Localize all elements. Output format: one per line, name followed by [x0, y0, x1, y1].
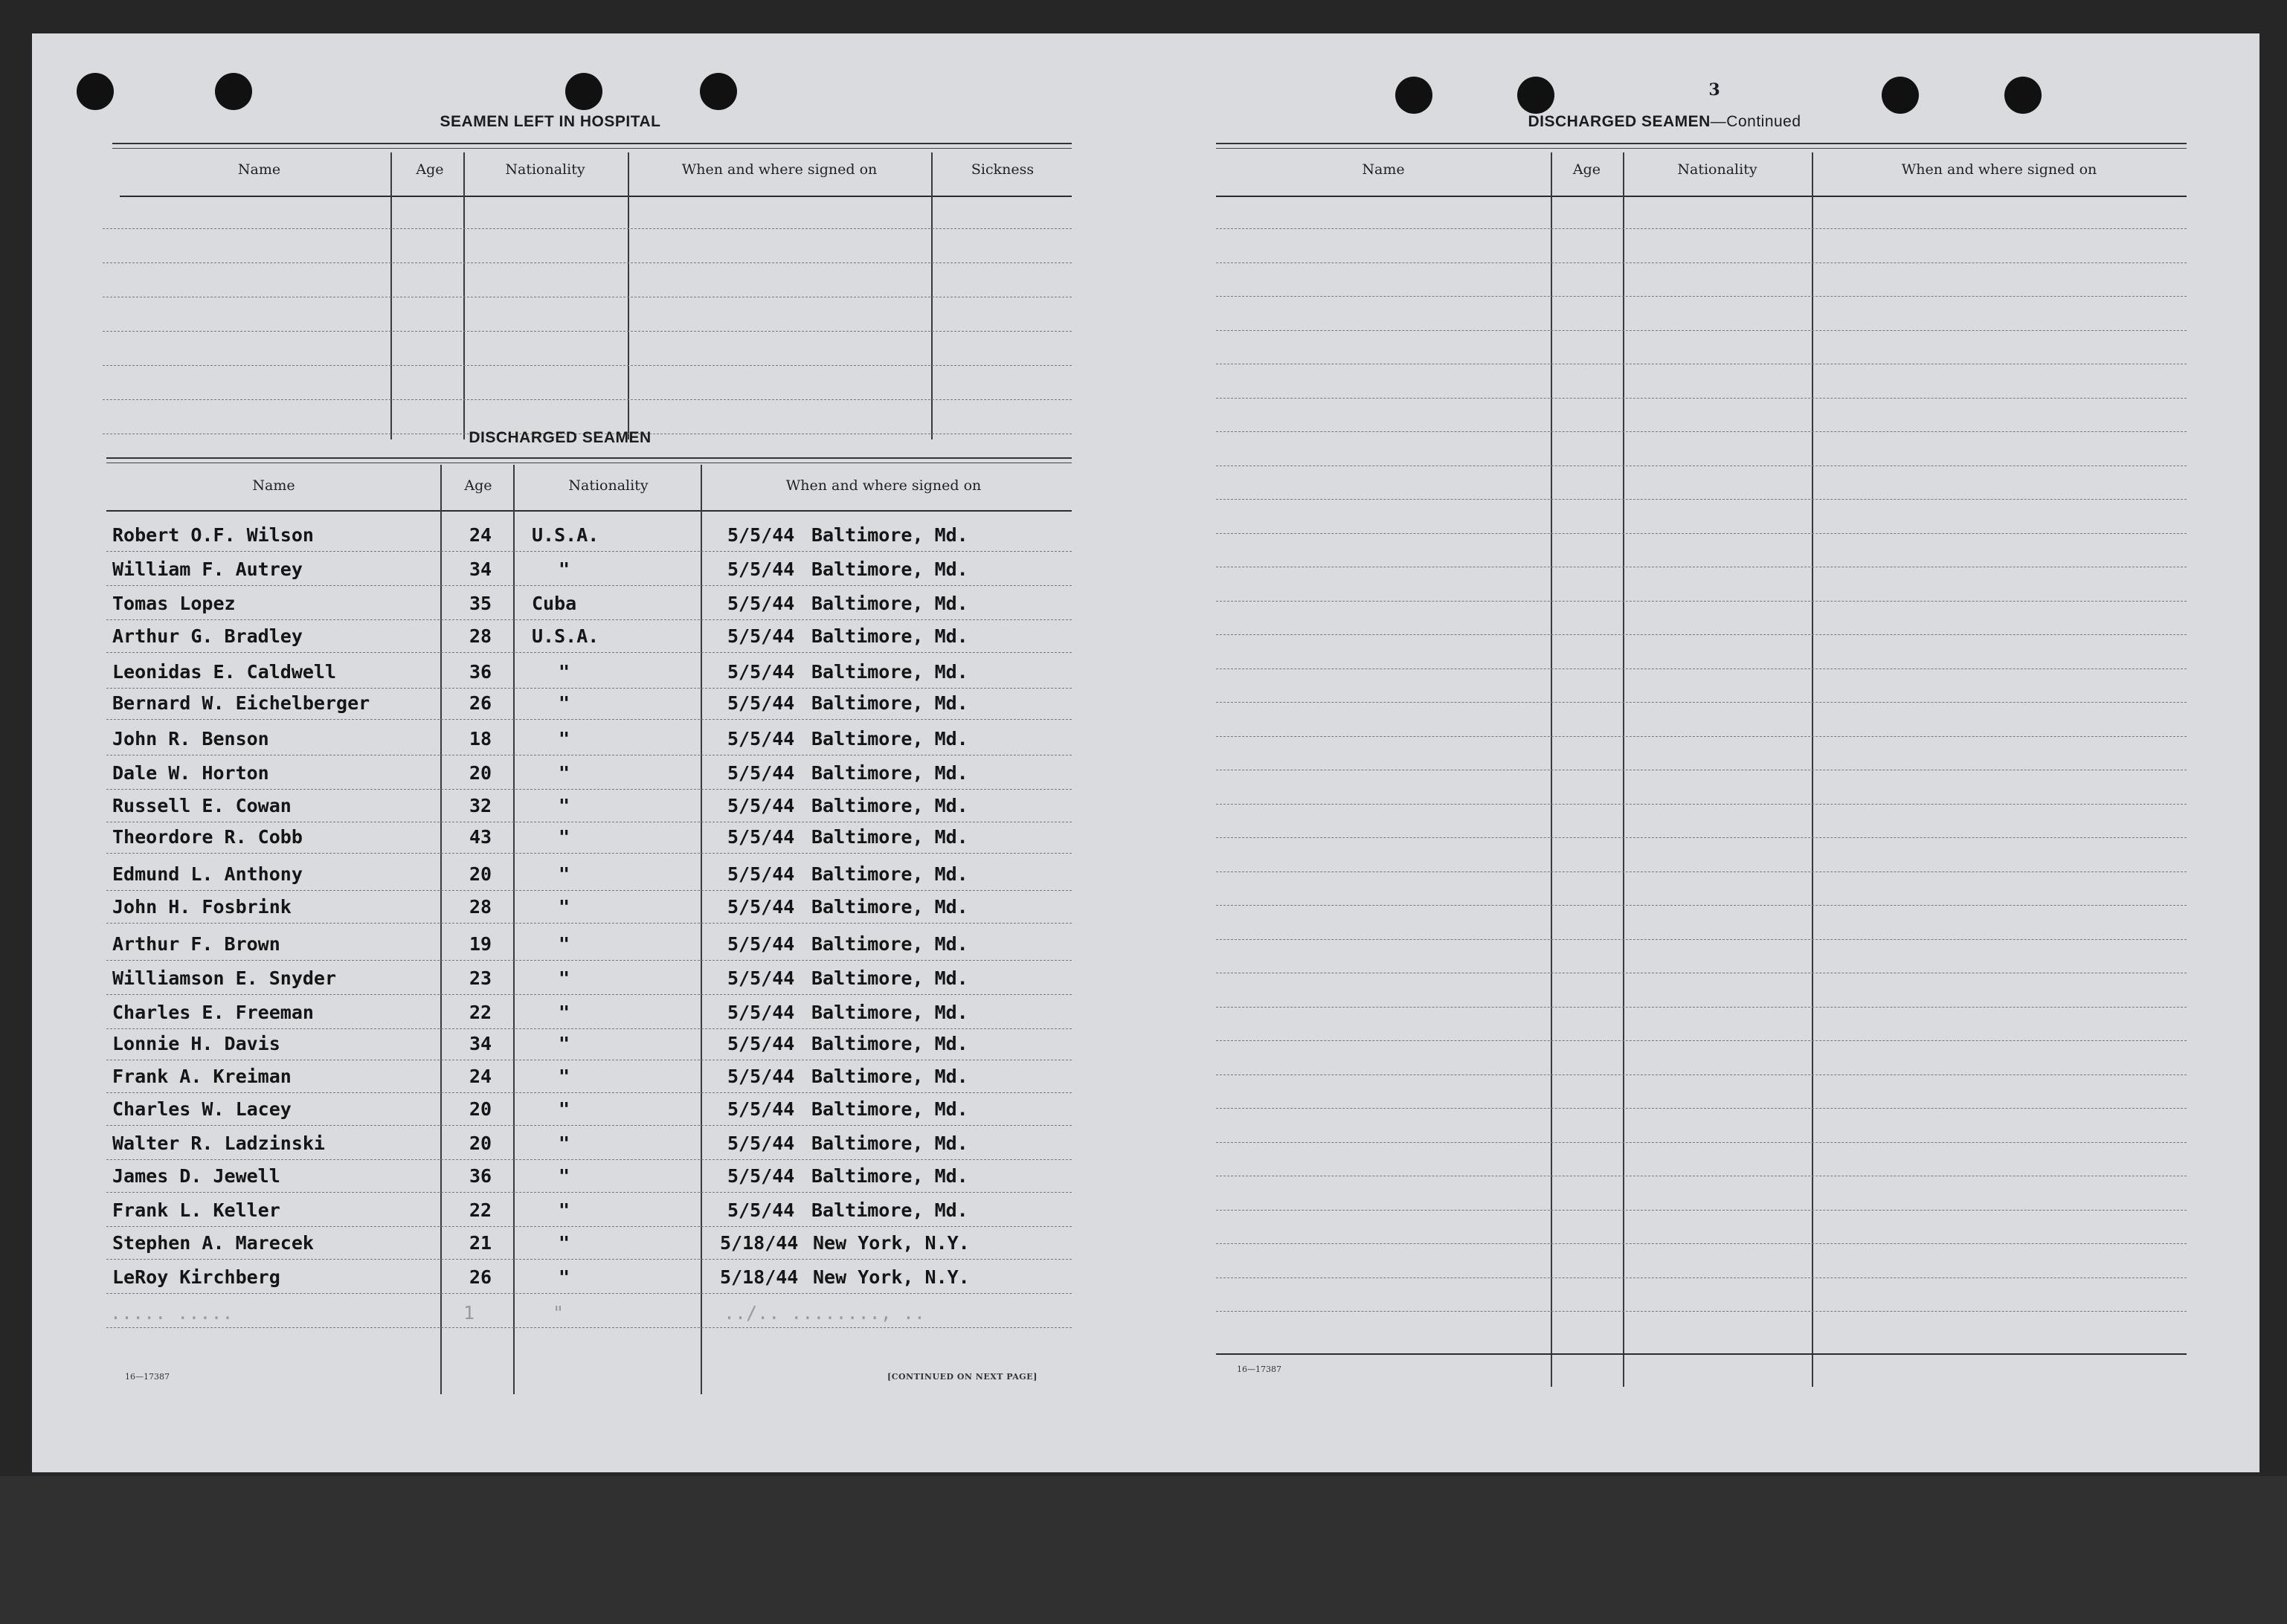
seaman-age: 26 — [469, 1266, 492, 1288]
seaman-name: Lonnie H. Davis — [112, 1033, 280, 1054]
hospital-col-divider — [463, 152, 465, 439]
seaman-name: Stephen A. Marecek — [112, 1232, 314, 1254]
hospital-header-underline — [120, 196, 1072, 197]
signed-on-place: Baltimore, Md. — [811, 692, 968, 714]
signed-on-date: 5/5/44 — [727, 593, 795, 614]
hospital-row-line — [103, 365, 1072, 366]
signed-on-place: Baltimore, Md. — [811, 661, 968, 683]
signed-on-date: 5/5/44 — [727, 967, 795, 989]
discharged-col-divider — [513, 465, 515, 1394]
right-row-line — [1216, 634, 2187, 635]
seaman-name: Williamson E. Snyder — [112, 967, 337, 989]
discharged-row-line — [106, 585, 1072, 586]
hospital-header-signed-on: When and where signed on — [681, 161, 878, 178]
discharged-row-line — [106, 688, 1072, 689]
right-header-signed-on: When and where signed on — [1901, 161, 2097, 178]
signed-on-place: Baltimore, Md. — [811, 896, 968, 918]
signed-on-place: Baltimore, Md. — [811, 795, 968, 816]
erased-entry: " — [553, 1302, 564, 1324]
signed-on-date: 5/5/44 — [727, 1132, 795, 1154]
discharged-row-line — [106, 719, 1072, 720]
discharged-header-rule — [106, 457, 1072, 463]
signed-on-date: 5/5/44 — [727, 661, 795, 683]
seaman-nationality: " — [559, 1232, 570, 1254]
continued-note: [CONTINUED ON NEXT PAGE] — [887, 1372, 1038, 1382]
seaman-nationality: " — [559, 728, 570, 750]
signed-on-date: 5/5/44 — [727, 1033, 795, 1054]
seaman-age: 28 — [469, 625, 492, 647]
seaman-nationality: U.S.A. — [532, 524, 599, 546]
seaman-name: Bernard W. Eichelberger — [112, 692, 370, 714]
discharged-section-title: DISCHARGED SEAMEN — [469, 429, 652, 446]
right-header-rule — [1216, 143, 2187, 149]
signed-on-date: 5/5/44 — [727, 558, 795, 580]
seaman-nationality: " — [559, 1098, 570, 1120]
punch-hole — [1517, 77, 1554, 114]
right-header-age: Age — [1572, 161, 1601, 178]
right-row-line — [1216, 1074, 2187, 1075]
hospital-header-age: Age — [416, 161, 444, 178]
signed-on-date: 5/5/44 — [727, 863, 795, 885]
right-bottom-rule — [1216, 1353, 2187, 1355]
page-number: 3 — [1708, 80, 1720, 100]
punch-hole — [2004, 77, 2042, 114]
seaman-name: John R. Benson — [112, 728, 269, 750]
discharged-row-line — [106, 551, 1072, 552]
hospital-col-divider — [390, 152, 392, 439]
erased-entry: ..... ..... — [110, 1302, 234, 1324]
signed-on-date: 5/5/44 — [727, 625, 795, 647]
signed-on-date: 5/5/44 — [727, 1199, 795, 1221]
seaman-name: Arthur F. Brown — [112, 933, 280, 955]
right-row-line — [1216, 905, 2187, 906]
discharged-row-line — [106, 960, 1072, 961]
discharged-row-line — [106, 1125, 1072, 1126]
right-row-line — [1216, 499, 2187, 500]
signed-on-date: 5/5/44 — [727, 1098, 795, 1120]
seaman-name: Charles W. Lacey — [112, 1098, 292, 1120]
right-row-line — [1216, 1210, 2187, 1211]
signed-on-date: 5/5/44 — [727, 795, 795, 816]
right-row-line — [1216, 668, 2187, 669]
signed-on-place: Baltimore, Md. — [811, 1165, 968, 1187]
right-row-line — [1216, 431, 2187, 432]
signed-on-date: 5/5/44 — [727, 1002, 795, 1023]
seaman-name: William F. Autrey — [112, 558, 303, 580]
seaman-name: Dale W. Horton — [112, 762, 269, 784]
seaman-name: James D. Jewell — [112, 1165, 280, 1187]
hospital-header-nationality: Nationality — [505, 161, 585, 178]
hospital-row-line — [103, 262, 1072, 263]
right-header-name: Name — [1362, 161, 1405, 178]
seaman-nationality: " — [559, 967, 570, 989]
seaman-nationality: " — [559, 762, 570, 784]
right-section-title-text: DISCHARGED SEAMEN — [1528, 113, 1711, 130]
signed-on-date: 5/18/44 — [720, 1266, 799, 1288]
form-number-right: 16—17387 — [1237, 1364, 1281, 1374]
hospital-header-rule — [112, 143, 1072, 149]
right-row-line — [1216, 1277, 2187, 1278]
right-row-line — [1216, 804, 2187, 805]
right-row-line — [1216, 262, 2187, 263]
seaman-nationality: " — [559, 1266, 570, 1288]
seaman-age: 19 — [469, 933, 492, 955]
right-row-line — [1216, 533, 2187, 534]
erased-entry: ../.. ........, .. — [724, 1302, 925, 1324]
punch-hole — [77, 73, 114, 110]
seaman-age: 34 — [469, 1033, 492, 1054]
seaman-name: Frank L. Keller — [112, 1199, 280, 1221]
seaman-nationality: " — [559, 692, 570, 714]
signed-on-date: 5/5/44 — [727, 692, 795, 714]
hospital-row-line — [103, 331, 1072, 332]
right-row-line — [1216, 1108, 2187, 1109]
seaman-name: Walter R. Ladzinski — [112, 1132, 325, 1154]
right-row-line — [1216, 871, 2187, 872]
right-row-line — [1216, 939, 2187, 940]
discharged-header-age: Age — [464, 477, 492, 494]
seaman-age: 34 — [469, 558, 492, 580]
seaman-age: 21 — [469, 1232, 492, 1254]
punch-hole — [215, 73, 252, 110]
discharged-row-line — [106, 1092, 1072, 1093]
seaman-name: Tomas Lopez — [112, 593, 236, 614]
right-row-line — [1216, 330, 2187, 331]
signed-on-place: Baltimore, Md. — [811, 863, 968, 885]
discharged-header-underline — [106, 510, 1072, 512]
erased-entry: 1 — [463, 1302, 475, 1324]
hospital-section-title: SEAMEN LEFT IN HOSPITAL — [440, 113, 661, 130]
seaman-age: 26 — [469, 692, 492, 714]
seaman-age: 23 — [469, 967, 492, 989]
discharged-row-line — [106, 652, 1072, 653]
signed-on-place: Baltimore, Md. — [811, 1002, 968, 1023]
punch-hole — [565, 73, 602, 110]
form-number-left: 16—17387 — [125, 1372, 170, 1382]
right-row-line — [1216, 1007, 2187, 1008]
seaman-nationality: " — [559, 1002, 570, 1023]
seaman-age: 22 — [469, 1199, 492, 1221]
signed-on-place: New York, N.Y. — [813, 1232, 970, 1254]
punch-hole — [700, 73, 737, 110]
seaman-age: 20 — [469, 1132, 492, 1154]
discharged-row-line — [106, 619, 1072, 620]
discharged-row-line — [106, 1327, 1072, 1328]
seaman-name: Charles E. Freeman — [112, 1002, 314, 1023]
hospital-col-divider — [931, 152, 933, 439]
seaman-name: John H. Fosbrink — [112, 896, 292, 918]
signed-on-place: Baltimore, Md. — [811, 593, 968, 614]
right-row-line — [1216, 296, 2187, 297]
right-section-title — [1505, 113, 1824, 131]
seaman-nationality: " — [559, 1165, 570, 1187]
signed-on-place: Baltimore, Md. — [811, 524, 968, 546]
seaman-age: 28 — [469, 896, 492, 918]
signed-on-place: Baltimore, Md. — [811, 1066, 968, 1087]
discharged-row-line — [106, 923, 1072, 924]
seaman-name: Frank A. Kreiman — [112, 1066, 292, 1087]
discharged-row-line — [106, 1293, 1072, 1294]
right-header-nationality: Nationality — [1677, 161, 1757, 178]
discharged-row-line — [106, 1028, 1072, 1029]
signed-on-place: Baltimore, Md. — [811, 1098, 968, 1120]
discharged-row-line — [106, 1226, 1072, 1227]
ledger-spread — [32, 33, 2259, 1472]
seaman-name: Russell E. Cowan — [112, 795, 292, 816]
seaman-age: 32 — [469, 795, 492, 816]
signed-on-place: Baltimore, Md. — [811, 728, 968, 750]
seaman-age: 20 — [469, 863, 492, 885]
signed-on-date: 5/5/44 — [727, 826, 795, 848]
seaman-nationality: " — [559, 863, 570, 885]
seaman-nationality: " — [559, 661, 570, 683]
signed-on-place: Baltimore, Md. — [811, 625, 968, 647]
seaman-nationality: " — [559, 896, 570, 918]
seaman-nationality: " — [559, 1066, 570, 1087]
signed-on-date: 5/5/44 — [727, 896, 795, 918]
signed-on-place: Baltimore, Md. — [811, 933, 968, 955]
right-row-line — [1216, 736, 2187, 737]
discharged-col-divider — [701, 465, 702, 1394]
hospital-header-name: Name — [237, 161, 281, 178]
signed-on-place: Baltimore, Md. — [811, 967, 968, 989]
discharged-header-signed-on: When and where signed on — [785, 477, 982, 494]
signed-on-date: 5/5/44 — [727, 933, 795, 955]
seaman-nationality: " — [559, 826, 570, 848]
right-row-line — [1216, 228, 2187, 229]
seaman-age: 36 — [469, 661, 492, 683]
discharged-header-nationality: Nationality — [568, 477, 649, 494]
right-section-title-suffix: —Continued — [1710, 113, 1801, 130]
right-row-line — [1216, 1243, 2187, 1244]
signed-on-date: 5/5/44 — [727, 762, 795, 784]
scanner-background — [0, 1476, 2287, 1624]
discharged-row-line — [106, 890, 1072, 891]
seaman-nationality: " — [559, 1132, 570, 1154]
signed-on-place: Baltimore, Md. — [811, 1132, 968, 1154]
discharged-row-line — [106, 1259, 1072, 1260]
seaman-name: Theordore R. Cobb — [112, 826, 303, 848]
discharged-row-line — [106, 789, 1072, 790]
right-row-line — [1216, 702, 2187, 703]
seaman-name: Arthur G. Bradley — [112, 625, 303, 647]
seaman-name: Leonidas E. Caldwell — [112, 661, 337, 683]
seaman-age: 20 — [469, 1098, 492, 1120]
signed-on-date: 5/5/44 — [727, 1066, 795, 1087]
signed-on-date: 5/18/44 — [720, 1232, 799, 1254]
signed-on-place: Baltimore, Md. — [811, 1199, 968, 1221]
seaman-nationality: " — [559, 1199, 570, 1221]
hospital-col-divider — [628, 152, 629, 439]
seaman-nationality: U.S.A. — [532, 625, 599, 647]
signed-on-place: Baltimore, Md. — [811, 826, 968, 848]
signed-on-place: Baltimore, Md. — [811, 1033, 968, 1054]
discharged-header-name: Name — [252, 477, 295, 494]
seaman-nationality: " — [559, 1033, 570, 1054]
discharged-row-line — [106, 853, 1072, 854]
seaman-age: 24 — [469, 524, 492, 546]
signed-on-place: Baltimore, Md. — [811, 762, 968, 784]
signed-on-place: Baltimore, Md. — [811, 558, 968, 580]
right-row-line — [1216, 1311, 2187, 1312]
hospital-header-sickness: Sickness — [971, 161, 1035, 178]
seaman-name: LeRoy Kirchberg — [112, 1266, 280, 1288]
punch-hole — [1395, 77, 1432, 114]
seaman-age: 22 — [469, 1002, 492, 1023]
right-row-line — [1216, 1040, 2187, 1041]
right-header-underline — [1216, 196, 2187, 197]
seaman-name: Edmund L. Anthony — [112, 863, 303, 885]
right-row-line — [1216, 601, 2187, 602]
seaman-age: 35 — [469, 593, 492, 614]
signed-on-date: 5/5/44 — [727, 524, 795, 546]
signed-on-date: 5/5/44 — [727, 728, 795, 750]
seaman-nationality: " — [559, 795, 570, 816]
punch-hole — [1882, 77, 1919, 114]
seaman-age: 18 — [469, 728, 492, 750]
seaman-nationality: " — [559, 558, 570, 580]
seaman-age: 24 — [469, 1066, 492, 1087]
seaman-age: 20 — [469, 762, 492, 784]
right-row-line — [1216, 465, 2187, 466]
signed-on-place: New York, N.Y. — [813, 1266, 970, 1288]
discharged-col-divider — [440, 465, 442, 1394]
seaman-age: 36 — [469, 1165, 492, 1187]
right-row-line — [1216, 837, 2187, 838]
right-row-line — [1216, 1142, 2187, 1143]
seaman-age: 43 — [469, 826, 492, 848]
signed-on-date: 5/5/44 — [727, 1165, 795, 1187]
discharged-row-line — [106, 1192, 1072, 1193]
hospital-row-line — [103, 399, 1072, 400]
seaman-name: Robert O.F. Wilson — [112, 524, 314, 546]
hospital-row-line — [103, 228, 1072, 229]
seaman-nationality: " — [559, 933, 570, 955]
right-row-line — [1216, 398, 2187, 399]
seaman-nationality: Cuba — [532, 593, 577, 614]
discharged-row-line — [106, 1159, 1072, 1160]
discharged-row-line — [106, 994, 1072, 995]
